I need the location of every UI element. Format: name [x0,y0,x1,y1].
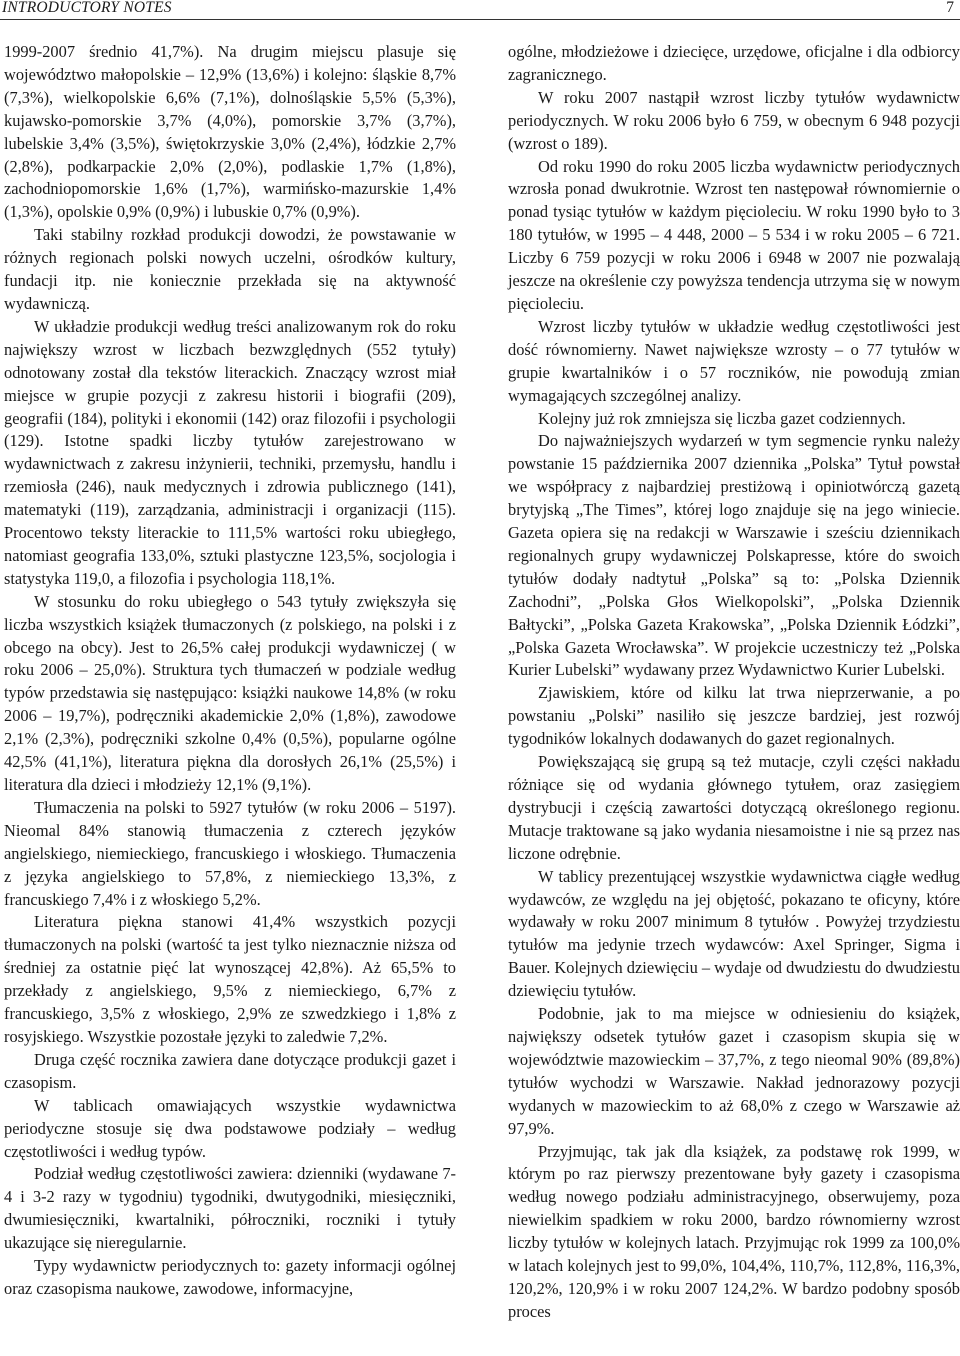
paragraph: Tłumaczenia na polski to 5927 tytułów (w roku 2006 – 5197). Nieomal 84% stanowią tłumaczenia z czterech języków angielskiego, niemieckiego, francuskiego i włoskiego. Tłumaczenia z języka angielskiego to 57,8%, z niemieckiego 13,3%, z francuskiego 7,4% i z włoskiego 5,2%. [4,797,456,909]
page-header [0,0,960,24]
paragraph: Od roku 1990 do roku 2005 liczba wydawnictw periodycznych wzrosła ponad dwukrotnie. Wzrost ten następował równomiernie o ponad tysiąc tytułów w każdym pięcioleciu. W roku 1990 było to 3 180 tytułów, w 1995 – 4 448, 2000 – 5 534 i w roku 2005 – 6 721. Liczby 6 759 pozycji w roku 2006 i 6948 w 2007 nie pozwalają jeszcze na określenie czy powyższa tendencja utrzyma się w nowym pięcioleciu. [508,156,960,313]
paragraph: Podział według częstotliwości zawiera: dzienniki (wydawane 7-4 i 3-2 razy w tygodniu) tygodniki, dwutygodniki, miesięczniki, dwumiesięczniki, kwartalniki, półroczniki, roczniki i tytuły ukazujące się nieregularnie. [4,1164,456,1253]
paragraph: Wzrost liczby tytułów w układzie według częstotliwości jest dość równomierny. Nawet największe wzrosty – o 77 tytułów w grupie kwartalników i o 57 roczników, nie powodują zmian wymagających szczególnej analizy. [508,316,960,405]
page-number: 7 [946,0,954,16]
paragraph: 1999-2007 średnio 41,7%). Na drugim miejscu plasuje się województwo małopolskie – 12,9% (13,6%) i kolejno: śląskie 8,7% (7,3%), wielkopolskie 6,6% (7,1%), dolnośląskie 5,5% (5,3%), kujawsko-pomorskie 3,7% (4,0%), pomorskie 3,7% (3,7%), lubelskie 3,4% (3,5%), świętokrzyskie 3,0% (2,4%), łódzkie 2,7% (2,8%), podkarpackie 2,0% (2,0%), podlaskie 1,7% (1,8%), zachodniopomorskie 1,6% (1,7%), warmińsko-mazurskie 1,4% (1,3%), opolskie 0,9% (0,9%) i lubuskie 0,7% (0,9%). [4,42,456,222]
paragraph: W tablicach omawiających wszystkie wydawnictwa periodyczne stosuje się dwa podstawowe podziały – według częstotliwości i według typów. [4,1095,456,1161]
paragraph: W roku 2007 nastąpił wzrost liczby tytułów wydawnictw periodycznych. W roku 2006 było 6 759, w obecnym 6 948 pozycji (wzrost o 189). [508,87,960,153]
paragraph: Zjawiskiem, które od kilku lat trwa nieprzerwanie, a po powstaniu „Polski” nasiliło się jeszcze bardziej, jest rozwój tygodników lokalnych dodawanych do gazet regionalnych. [508,683,960,749]
paragraph: Kolejny już rok zmniejsza się liczba gazet codziennych. [538,408,906,428]
paragraph: W stosunku do roku ubiegłego o 543 tytuły zwiększyła się liczba wszystkich książek tłumaczonych (z polskiego, na polski i z obcego na obcy). Jest to 26,5% całej produkcji wydawniczej ( w roku 2006 – 25,0%). Struktura tych tłumaczeń w podziale według typów przedstawia się następująco: książki naukowe 14,8% (w roku 2006 – 19,7%), podręczniki akademickie 2,0% (1,8%), zawodowe 2,1% (2,3%), podręczniki szkolne 0,4% (0,5%), popularne ogólne 42,5% (41,1%), literatura piękna dla dorosłych 26,1% (25,5%) i literatura dla dzieci i młodzieży 12,1% (9,1%). [4,591,456,794]
paragraph: Literatura piękna stanowi 41,4% wszystkich pozycji tłumaczonych na polski (wartość ta jest tylko nieznacznie niższa od średniej za ostatnie pięć lat wynoszącej 42,8%). Aż 65,5% to przekłady z angielskiego, 9,5% z niemieckiego, 6,7% z francuskiego, 3,5% z włoskiego, 2,9% ze szwedzkiego i 1,8% z rosyjskiego. Wszystkie pozostałe języki to zaledwie 7,2%. [4,912,456,1046]
paragraph: W układzie produkcji według treści analizowanym rok do roku największy wzrost w liczbach bezwzględnych (552 tytuły) odnotowany został dla tekstów literackich. Znaczący wzrost miał miejsce w grupie pozycji z zakresu historii i biografii (209), geografii (184), polityki i ekonomii (142) oraz filozofii i psychologii (129). Istotne spadki liczby tytułów zarejestrowano w wydawnictwach z zakresu inżynierii, techniki, przemysłu, handlu i rzemiosła (246), nauk medycznych i zdrowia publicznego (141), matematyki (119), zarządzania, administracji i organizacji (115). Procentowo teksty literackie to 111,5% wartości roku ubiegłego, natomiast geografia 133,0%, sztuki plastyczne 123,5%, socjologia i statystyka 119,0, a filozofia i psychologia 118,1%. [4,316,456,588]
left-column [4,41,456,1301]
paragraph: ogólne, młodzieżowe i dziecięce, urzędowe, oficjalne i dla odbiorcy zagranicznego. [508,42,960,84]
paragraph: Powiększającą się grupą są też mutacje, czyli części nakładu różniące się od wydania głównego tytułem, oraz zasięgiem dystrybucji i częścią zawartości dotyczącą określonego regionu. Mutacje traktowane są jako wydania niesamoistne i nie są przez nas liczone odrębnie. [508,752,960,863]
header-rule [0,19,960,20]
paragraph: Podobnie, jak to ma miejsce w odniesieniu do książek, największy odsetek tytułów gazet i czasopism skupia się w województwie mazowieckim – 37,7%, z tego nieomal 90% (89,8%) tytułów wychodzi w Warszawie. Nakład jednorazowy pozycji wydanych w mazowieckim to aż 68,0% z czego w Warszawie aż 97,9%. [508,1004,960,1138]
right-column [508,41,960,1324]
paragraph: Przyjmując, tak jak dla książek, za podstawę rok 1999, w którym po raz pierwszy prezentowane były gazety i czasopisma według nowego podziału administracyjnego, obserwujemy, poza niewielkim spadkiem w roku 2000, bardzo równomierny wzrost liczby tytułów w kolejnych latach. Przyjmując rok 1999 za 100,0% w latach kolejnych jest to 99,0%, 104,4%, 110,7%, 112,8%, 116,3%, 120,2%, 120,9% i w roku 2007 124,2%. W bardzo podobny sposób proces [508,1141,960,1321]
paragraph: Taki stabilny rozkład produkcji dowodzi, że powstawanie w różnych regionach polski nowych uczelni, ośrodków kultury, fundacji itp. nie koniecznie przekłada się na aktywność wydawniczą. [4,225,456,313]
paragraph: Typy wydawnictw periodycznych to: gazety informacji ogólnej oraz czasopisma naukowe, zawodowe, informacyjne, [4,1256,456,1298]
paragraph: Do najważniejszych wydarzeń w tym segmencie rynku należy powstanie 15 października 2007 dziennika „Polska” Tytuł powstał we współpracy z najbardziej prestiżową i opiniotwórczą gazetą brytyjską „The Times”, której logo znajduje się na jego winiecie. Gazeta opiera się na redakcji w Warszawie i sześciu dziennikach regionalnych grupy wydawniczej Polskapresse, które do swoich tytułów dodały nadtytuł „Polska” są to: „Polska Dziennik Zachodni”, „Polska Głos Wielkopolski”, „Polska Dziennik Bałtycki”, „Polska Gazeta Krakowska”, „Polska Dziennik Łódzki”, „Polska Gazeta Wrocławska”. W projekcie uczestniczy też „Polska Kurier Lubelski” wydawany przez Wydawnictwo Kurier Lubelski. [508,431,960,680]
paragraph: Druga część rocznika zawiera dane dotyczące produkcji gazet i czasopism. [4,1049,456,1092]
running-title: INTRODUCTORY NOTES [2,0,172,16]
paragraph: W tablicy prezentującej wszystkie wydawnictwa ciągłe według wydawców, ze względu na jej objętość, pokazano te oficyny, które wydawały w roku 2007 minimum 8 tytułów . Powyżej trzydziestu tytułów ma jedynie trzech wydawców: Axel Springer, Sigma i Bauer. Kolejnych dziewięciu – wydaje od dwudziestu do dwudziestu dziewięciu tytułów. [508,866,960,1001]
